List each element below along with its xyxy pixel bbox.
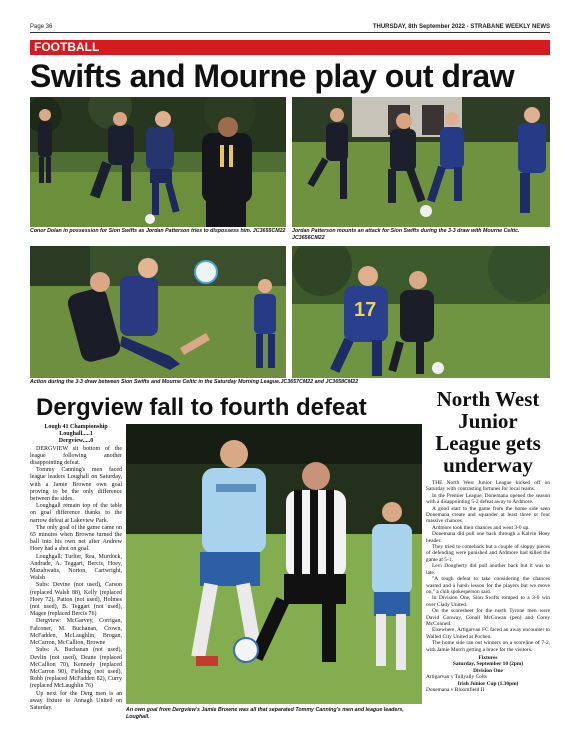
fixtures-division: Division One xyxy=(473,667,503,674)
dergview-paragraph: Loughgall remain top of the table on goal difference thanks to the narrow defeat at Lakeview Park. xyxy=(30,503,122,524)
fixture-item: Artigarvan v Tullyally Colts xyxy=(426,674,487,681)
jersey-number: 17 xyxy=(354,299,377,321)
caption-row-2: Action during the 3-3 draw between Sion Swifts and Mourne Celtic in the Saturday Morning League.JC3657CM22 and JC3658CM22 xyxy=(30,379,359,385)
dergview-paragraph: Loughgall: Turlter, Rea, Murdock, Andrade, A. Teggart, Bercis, Hoey, Mazahwatis, Norton, Cartwright, Walsh xyxy=(30,553,122,582)
northwest-headline-line-1: North West xyxy=(436,387,540,411)
northwest-paragraph: Levi Dougherty did pull another back but it was to late. xyxy=(426,563,550,576)
fixtures-date: Saturday, September 10 (2pm) xyxy=(452,661,524,668)
photo-swifts-4 xyxy=(292,246,550,378)
header-rule xyxy=(30,32,550,33)
northwest-paragraph: Ardmore took their chances and went 3-0 up. xyxy=(432,524,530,531)
page-number: Page 36 xyxy=(30,24,53,30)
dergview-paragraph: Dergview: McGarvey, Corrigan, Falconer, M. Buchanan, Crown, McFadden, McLaughlin, Brogan, McCarron, McCallion, Browne xyxy=(30,618,122,647)
photo-dergview-image xyxy=(126,424,422,704)
dergview-score-1: Loughall.....1 xyxy=(59,431,93,438)
dergview-score-2: Dergview.....0 xyxy=(58,438,94,445)
main-headline: Swifts and Mourne play out draw xyxy=(30,58,515,94)
northwest-headline-line-2: Junior xyxy=(458,409,518,433)
photo-dergview xyxy=(126,424,422,704)
dergview-paragraph: DERGVIEW sit bottom of the league following another disappointing defeat. xyxy=(30,445,122,467)
dergview-paragraph: Tommy Canning's men faced league leaders Loughall on Saturday, with a Jamie Browne own goal proving to be the only difference between the sides. xyxy=(30,467,122,503)
northwest-paragraph: "A tough defeat to take considering the chances wasted and a harsh lesson for the players but we move on," a club spokesperson said. xyxy=(426,576,550,595)
photo-swifts-1-image xyxy=(30,97,286,227)
northwest-paragraph: A good start to the game from the home side seen Donemana create and squander at least three or four massive chances. xyxy=(426,505,550,525)
northwest-paragraph: They tried to comeback but a couple of sloppy pieces of defending were punished and Ardmore had killed the game at 5-1. xyxy=(426,544,550,563)
dergview-kicker: Lough 41 Championship xyxy=(44,424,108,430)
dergview-paragraph: Up next for the Derg men is an away fixture to Annagh United on Saturday. xyxy=(30,690,122,711)
photo-swifts-1 xyxy=(30,97,286,227)
northwest-headline xyxy=(426,388,550,476)
page-header xyxy=(30,24,550,30)
northwest-paragraph: Elsewhere, Artigarvan FC faced an away encounter to Walled City United at Pochen. xyxy=(426,627,550,640)
fixtures-cup: Irish Junior Cup (1.30pm) xyxy=(457,680,519,687)
photo-swifts-4-image xyxy=(292,246,550,378)
northwest-paragraph: Donemana did pull one back through a Kalvin Hoey header. xyxy=(426,531,550,544)
northwest-paragraph: On the scoresheet for the north Tyrone men were David Conway, Conall McCowan (pen) and Corey McConnell. xyxy=(426,608,550,627)
fixture-item: Donemana v Bloomfield II xyxy=(426,687,485,693)
northwest-paragraph: The home side ran out winners on a scoreline of 7-2, with Jamie Mutch getting a brace for the visitors. xyxy=(426,640,550,653)
photo-swifts-2 xyxy=(292,97,550,227)
caption-photo-1: Conor Dolan in possession for Sion Swifts as Jordan Patterson tries to dispossess him. JC3655CM22 xyxy=(30,228,286,234)
northwest-article xyxy=(426,480,550,693)
northwest-headline-line-3: League gets xyxy=(435,431,541,455)
northwest-headline-line-4: underway xyxy=(443,453,533,477)
northwest-paragraph: In Division One, Sion Swifts romped to a 3-0 win over Clady United. xyxy=(426,595,550,608)
dergview-paragraph: Subs: Devine (not used), Carson (replaced Walsh 88), Kelly (replaced Hoey 72), Patton (not used), Holmes (not used), B. Teggart (not used), Magee (replaced Bercis 76) xyxy=(30,582,122,618)
fixtures-title: Fixtures xyxy=(478,654,498,661)
section-label: FOOTBALL xyxy=(30,40,550,55)
photo-swifts-3 xyxy=(30,246,286,378)
caption-photo-5: An own goal from Dergview's Jamie Browne was all that separated Tommy Canning's men and league leaders, Loughall. xyxy=(126,707,404,720)
caption-photo-2: Jordan Patterson mounts an attack for Sion Swifts during the 3-3 draw with Mourne Celtic. JC3656CM22 xyxy=(292,228,520,241)
dergview-article xyxy=(30,424,122,712)
issue-line: THURSDAY, 8th September 2022 - STRABANE WEEKLY NEWS xyxy=(372,24,550,30)
dergview-paragraph: Subs: A. Buchanan (not used), Devlin (not used), Deane (replaced McCallion 70), Kennedy (replaced McCarron 90), Fielding (not used), Robb (replaced McFadden 82), Curry (replaced McLaughlin 76) xyxy=(30,647,122,690)
photo-swifts-2-image xyxy=(292,97,550,227)
photo-swifts-3-image xyxy=(30,246,286,378)
dergview-paragraph: The only goal of the game came on 65 minutes when Browne turned the ball into his own net after Andrew Hoey had a shot on goal. xyxy=(30,524,122,553)
dergview-headline: Dergview fall to fourth defeat xyxy=(36,394,367,421)
northwest-paragraph: THE North West Junior League kicked off on Saturday with contrasting fortunes for local teams. xyxy=(426,480,550,493)
northwest-paragraph: In the Premier League, Donemana opened the season with a disappointing 5-2 defeat away to Ardmore. xyxy=(426,492,550,506)
